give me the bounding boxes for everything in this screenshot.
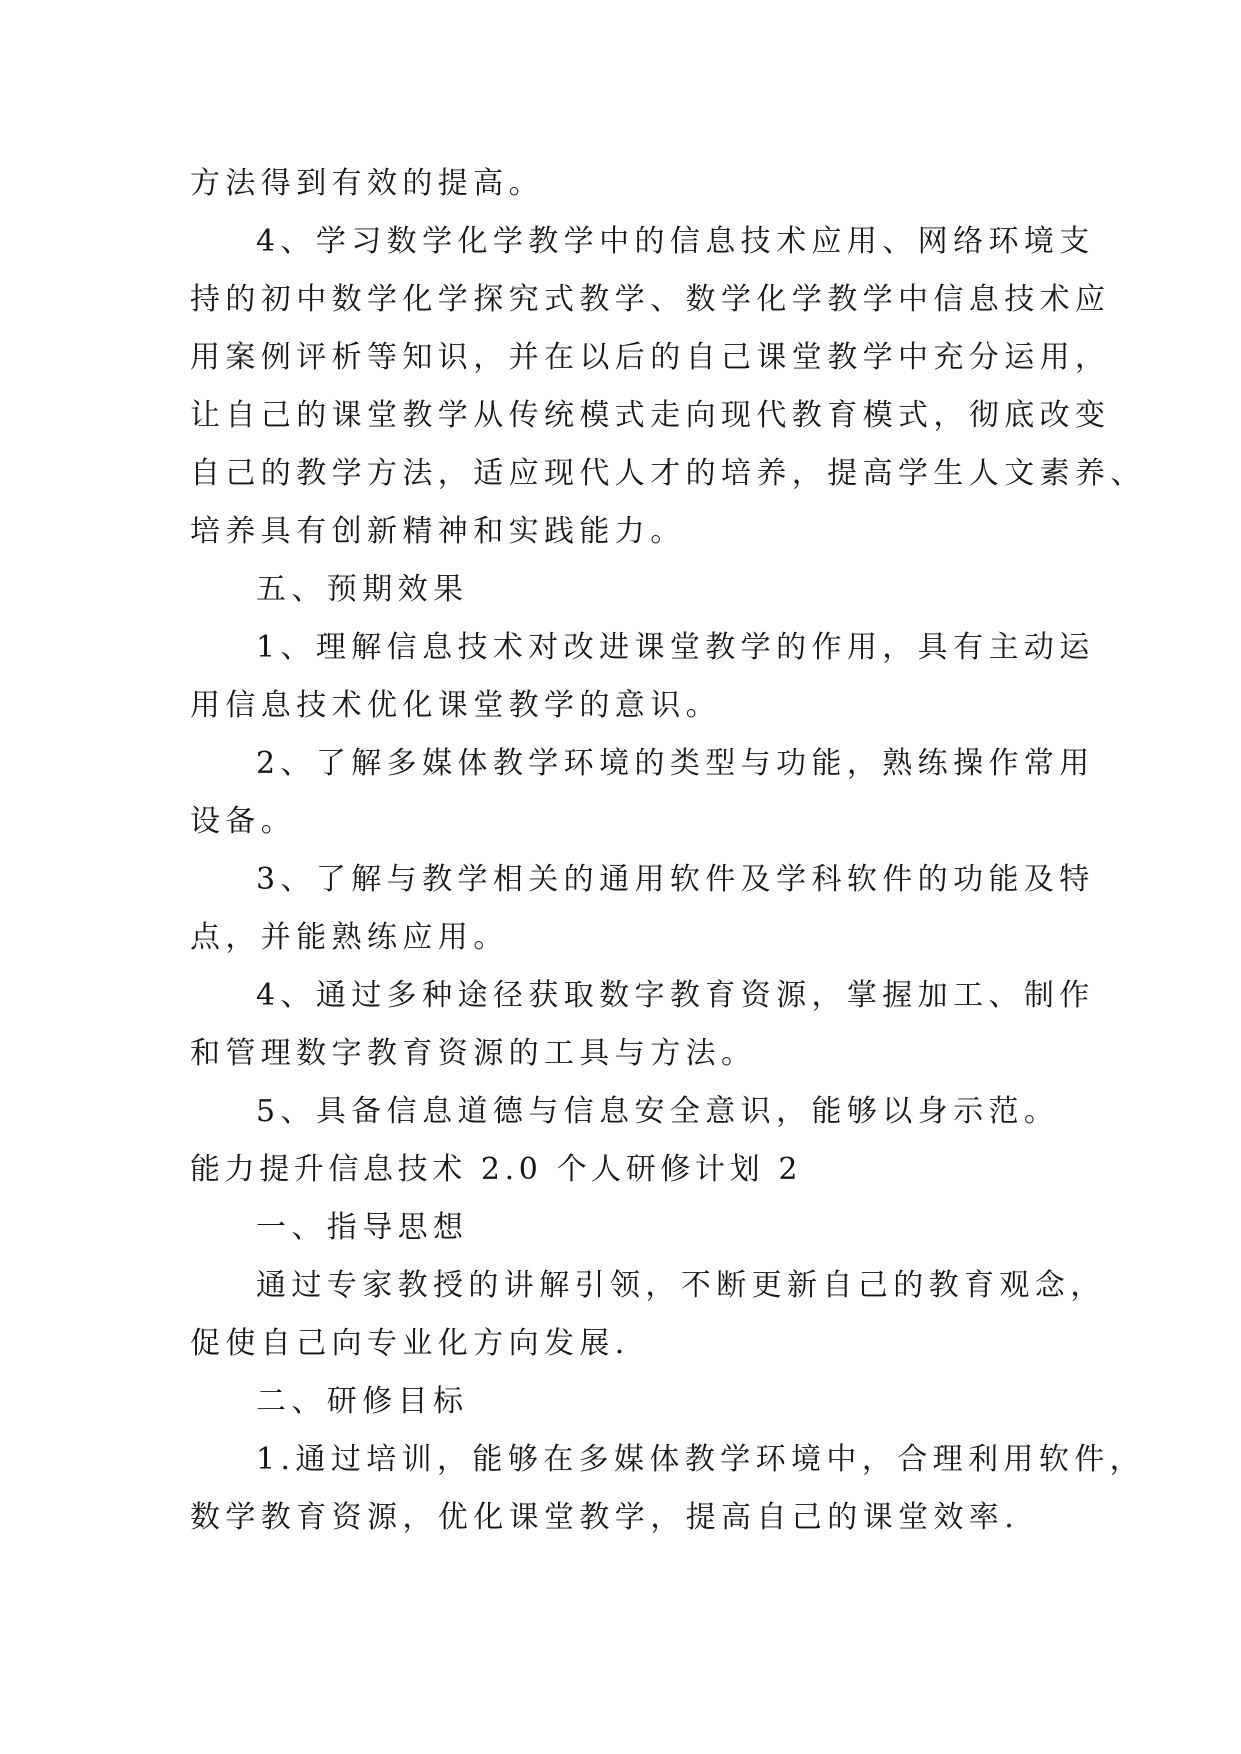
section-heading: 五、预期效果 — [256, 572, 469, 607]
text-line: 1、理解信息技术对改进课堂教学的作用，具有主动运 — [256, 630, 1095, 665]
text-line: 设备。 — [190, 804, 297, 839]
section-heading: 一、指导思想 — [256, 1210, 469, 1245]
text-line: 数学教育资源，优化课堂教学，提高自己的课堂效率. — [190, 1500, 1020, 1535]
text-line: 和管理数字教育资源的工具与方法。 — [190, 1036, 757, 1071]
text-line: 点，并能熟练应用。 — [190, 920, 509, 955]
text-line: 通过专家教授的讲解引领，不断更新自己的教育观念， — [256, 1268, 1106, 1303]
document-title: 能力提升信息技术 2.0 个人研修计划 2 — [190, 1152, 803, 1187]
text-line: 5、具备信息道德与信息安全意识，能够以身示范。 — [256, 1094, 1060, 1129]
text-line: 4、学习数学化学教学中的信息技术应用、网络环境支 — [256, 224, 1095, 259]
text-line: 1.通过培训，能够在多媒体教学环境中，合理利用软件， — [256, 1442, 1146, 1477]
section-heading: 二、研修目标 — [256, 1384, 469, 1419]
text-line: 促使自己向专业化方向发展. — [190, 1326, 630, 1361]
text-line: 用信息技术优化课堂教学的意识。 — [190, 688, 721, 723]
text-line: 持的初中数学化学探究式教学、数学化学教学中信息技术应 — [190, 282, 1111, 317]
text-line: 用案例评析等知识，并在以后的自己课堂教学中充分运用， — [190, 340, 1111, 375]
text-line: 让自己的课堂教学从传统模式走向现代教育模式，彻底改变 — [190, 398, 1111, 433]
text-line: 培养具有创新精神和实践能力。 — [190, 514, 686, 549]
text-line: 4、通过多种途径获取数字教育资源，掌握加工、制作 — [256, 978, 1095, 1013]
text-line: 3、了解与教学相关的通用软件及学科软件的功能及特 — [256, 862, 1095, 897]
text-line: 方法得到有效的提高。 — [190, 166, 544, 201]
text-line: 自己的教学方法，适应现代人才的培养，提高学生人文素养、 — [190, 456, 1146, 491]
text-line: 2、了解多媒体教学环境的类型与功能，熟练操作常用 — [256, 746, 1095, 781]
